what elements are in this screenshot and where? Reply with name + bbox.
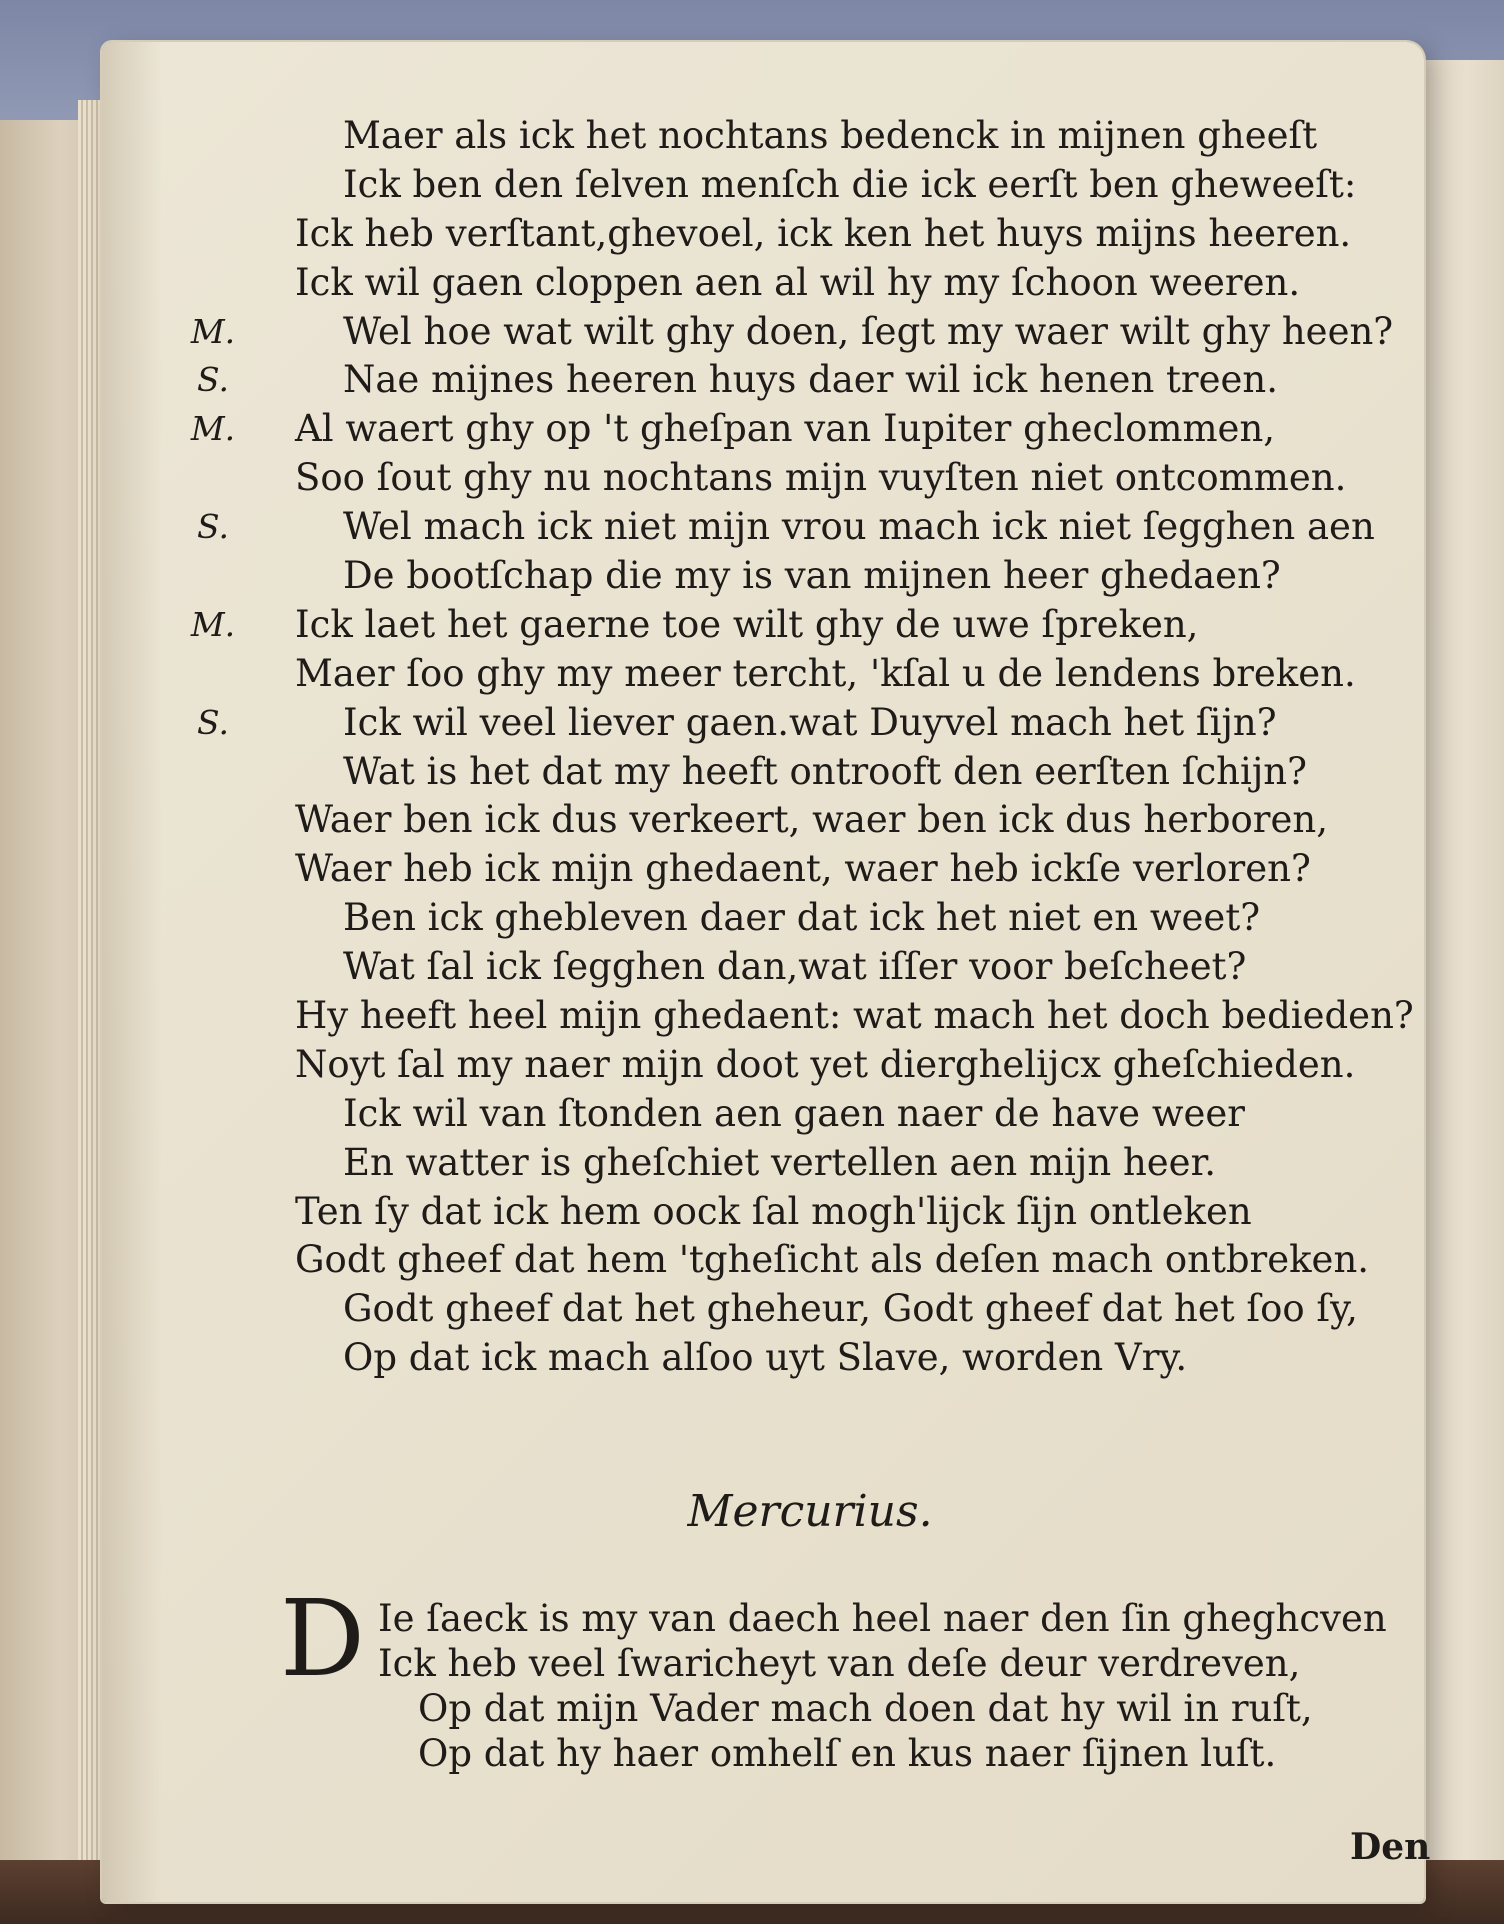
speaker-label: S.	[197, 360, 229, 400]
verse-line	[178, 894, 1398, 943]
verse-line	[178, 748, 1398, 797]
speaker-label: M.	[190, 409, 236, 449]
verse-text: Ick heb verſtant,ghevoel, ick ken het huys mijns heeren.	[295, 211, 1352, 255]
verse-text: En watter is gheſchiet vertellen aen mijn heer.	[343, 1140, 1216, 1184]
verse-line	[178, 1236, 1398, 1285]
verse-text: Ick laet het gaerne toe wilt ghy de uwe ſpreken,	[295, 602, 1199, 646]
verse-line	[178, 1731, 1398, 1776]
verse-line	[178, 356, 1398, 405]
verse-text: Op dat mijn Vader mach doen dat hy wil in ruſt,	[418, 1687, 1313, 1730]
verse-text: Waer heb ick mijn ghedaent, waer heb ickſe verloren?	[295, 847, 1311, 891]
verse-text: Soo ſout ghy nu nochtans mijn vuyſten niet ontcommen.	[295, 456, 1347, 500]
verse-text: Op dat ick mach alſoo uyt Slave, worden Vry.	[343, 1336, 1188, 1380]
verse-text: Ben ick ghebleven daer dat ick het niet en weet?	[343, 896, 1261, 940]
verse-text: Hy heeft heel mijn ghedaent: wat mach het doch bedieden?	[295, 994, 1414, 1038]
verse-line	[178, 1334, 1398, 1383]
verse-text: Wat is het dat my heeft ontrooft den eerſten ſchijn?	[343, 749, 1307, 793]
verse-text: Wel mach ick niet mijn vrou mach ick niet ſegghen aen	[343, 505, 1375, 549]
verse-block-2	[178, 1596, 1398, 1776]
verse-text: Ick wil gaen cloppen aen al wil hy my ſchoon weeren.	[295, 260, 1301, 304]
verse-line	[178, 503, 1398, 552]
speaker-label: M.	[190, 311, 236, 351]
verse-text: Op dat hy haer omhelſ en kus naer ſijnen luſt.	[418, 1732, 1277, 1775]
verse-line	[178, 796, 1398, 845]
drop-capital: D	[280, 1577, 365, 1700]
verse-text: Maer ſoo ghy my meer tercht, 'kſal u de lendens breken.	[295, 651, 1356, 695]
verse-text: Al waert ghy op 't gheſpan van Iupiter gheclommen,	[295, 407, 1276, 451]
verse-line	[178, 699, 1398, 748]
verse-line	[178, 210, 1398, 259]
verse-text: Noyt ſal my naer mijn doot yet dierghelijcx gheſchieden.	[295, 1042, 1356, 1086]
verse-line	[178, 1686, 1398, 1731]
verse-line	[178, 1041, 1398, 1090]
verse-text: Maer als ick het nochtans bedenck in mijnen gheeſt	[343, 114, 1318, 157]
right-book-page	[1410, 60, 1504, 1890]
verse-text: Godt gheef dat het gheheur, Godt gheef dat het ſoo ſy,	[343, 1287, 1358, 1331]
verse-line	[178, 405, 1398, 454]
verse-line	[178, 992, 1414, 1041]
speaker-label: S.	[197, 507, 229, 547]
verse-line	[178, 1596, 1398, 1641]
verse-line	[178, 1090, 1398, 1139]
verse-text: Waer ben ick dus verkeert, waer ben ick dus herboren,	[295, 798, 1328, 842]
verse-text: Ick wil veel liever gaen.wat Duyvel mach het ſijn?	[343, 700, 1277, 744]
verse-line	[178, 1139, 1398, 1188]
verse-line	[178, 845, 1398, 894]
section-heading: Mercurius.	[687, 1486, 933, 1537]
verse-line	[178, 161, 1398, 210]
verse-text: Godt gheef dat hem 'tgheſicht als deſen mach ontbreken.	[295, 1238, 1370, 1282]
verse-text: Ten ſy dat ick hem oock ſal mogh'lijck ſijn ontleken	[295, 1189, 1252, 1233]
verse-text: Nae mijnes heeren huys daer wil ick henen treen.	[343, 358, 1278, 402]
verse-line	[178, 112, 1398, 161]
verse-text: Wel hoe wat wilt ghy doen, ſegt my waer wilt ghy heen?	[343, 309, 1394, 353]
verse-text: Wat ſal ick ſegghen dan,wat iſſer voor beſcheet?	[343, 945, 1247, 989]
verse-line	[178, 552, 1398, 601]
speaker-label: M.	[190, 604, 236, 644]
verse-text: Ick ben den ſelven menſch die ick eerſt ben gheweeſt:	[343, 162, 1357, 206]
verse-line	[178, 259, 1398, 308]
verse-line	[178, 1188, 1398, 1237]
verse-block	[178, 112, 1414, 1383]
verse-line	[178, 308, 1398, 357]
verse-line	[178, 1285, 1398, 1334]
verse-text: Ick heb veel ſwaricheyt van deſe deur verdreven,	[378, 1642, 1301, 1685]
verse-line	[178, 601, 1398, 650]
page-gutter-shadow	[102, 42, 162, 1902]
speaker-label: S.	[197, 702, 229, 742]
verse-line	[178, 650, 1398, 699]
verse-line	[178, 454, 1398, 503]
verse-text: Ick wil van ſtonden aen gaen naer de have weer	[343, 1091, 1245, 1135]
verse-line	[178, 943, 1398, 992]
verse-line	[178, 1641, 1398, 1686]
verse-text: Ie ſaeck is my van daech heel naer den ſin gheghcven	[378, 1597, 1387, 1640]
verse-text: De bootſchap die my is van mijnen heer ghedaen?	[343, 554, 1281, 598]
catchword: Den	[1350, 1826, 1431, 1868]
